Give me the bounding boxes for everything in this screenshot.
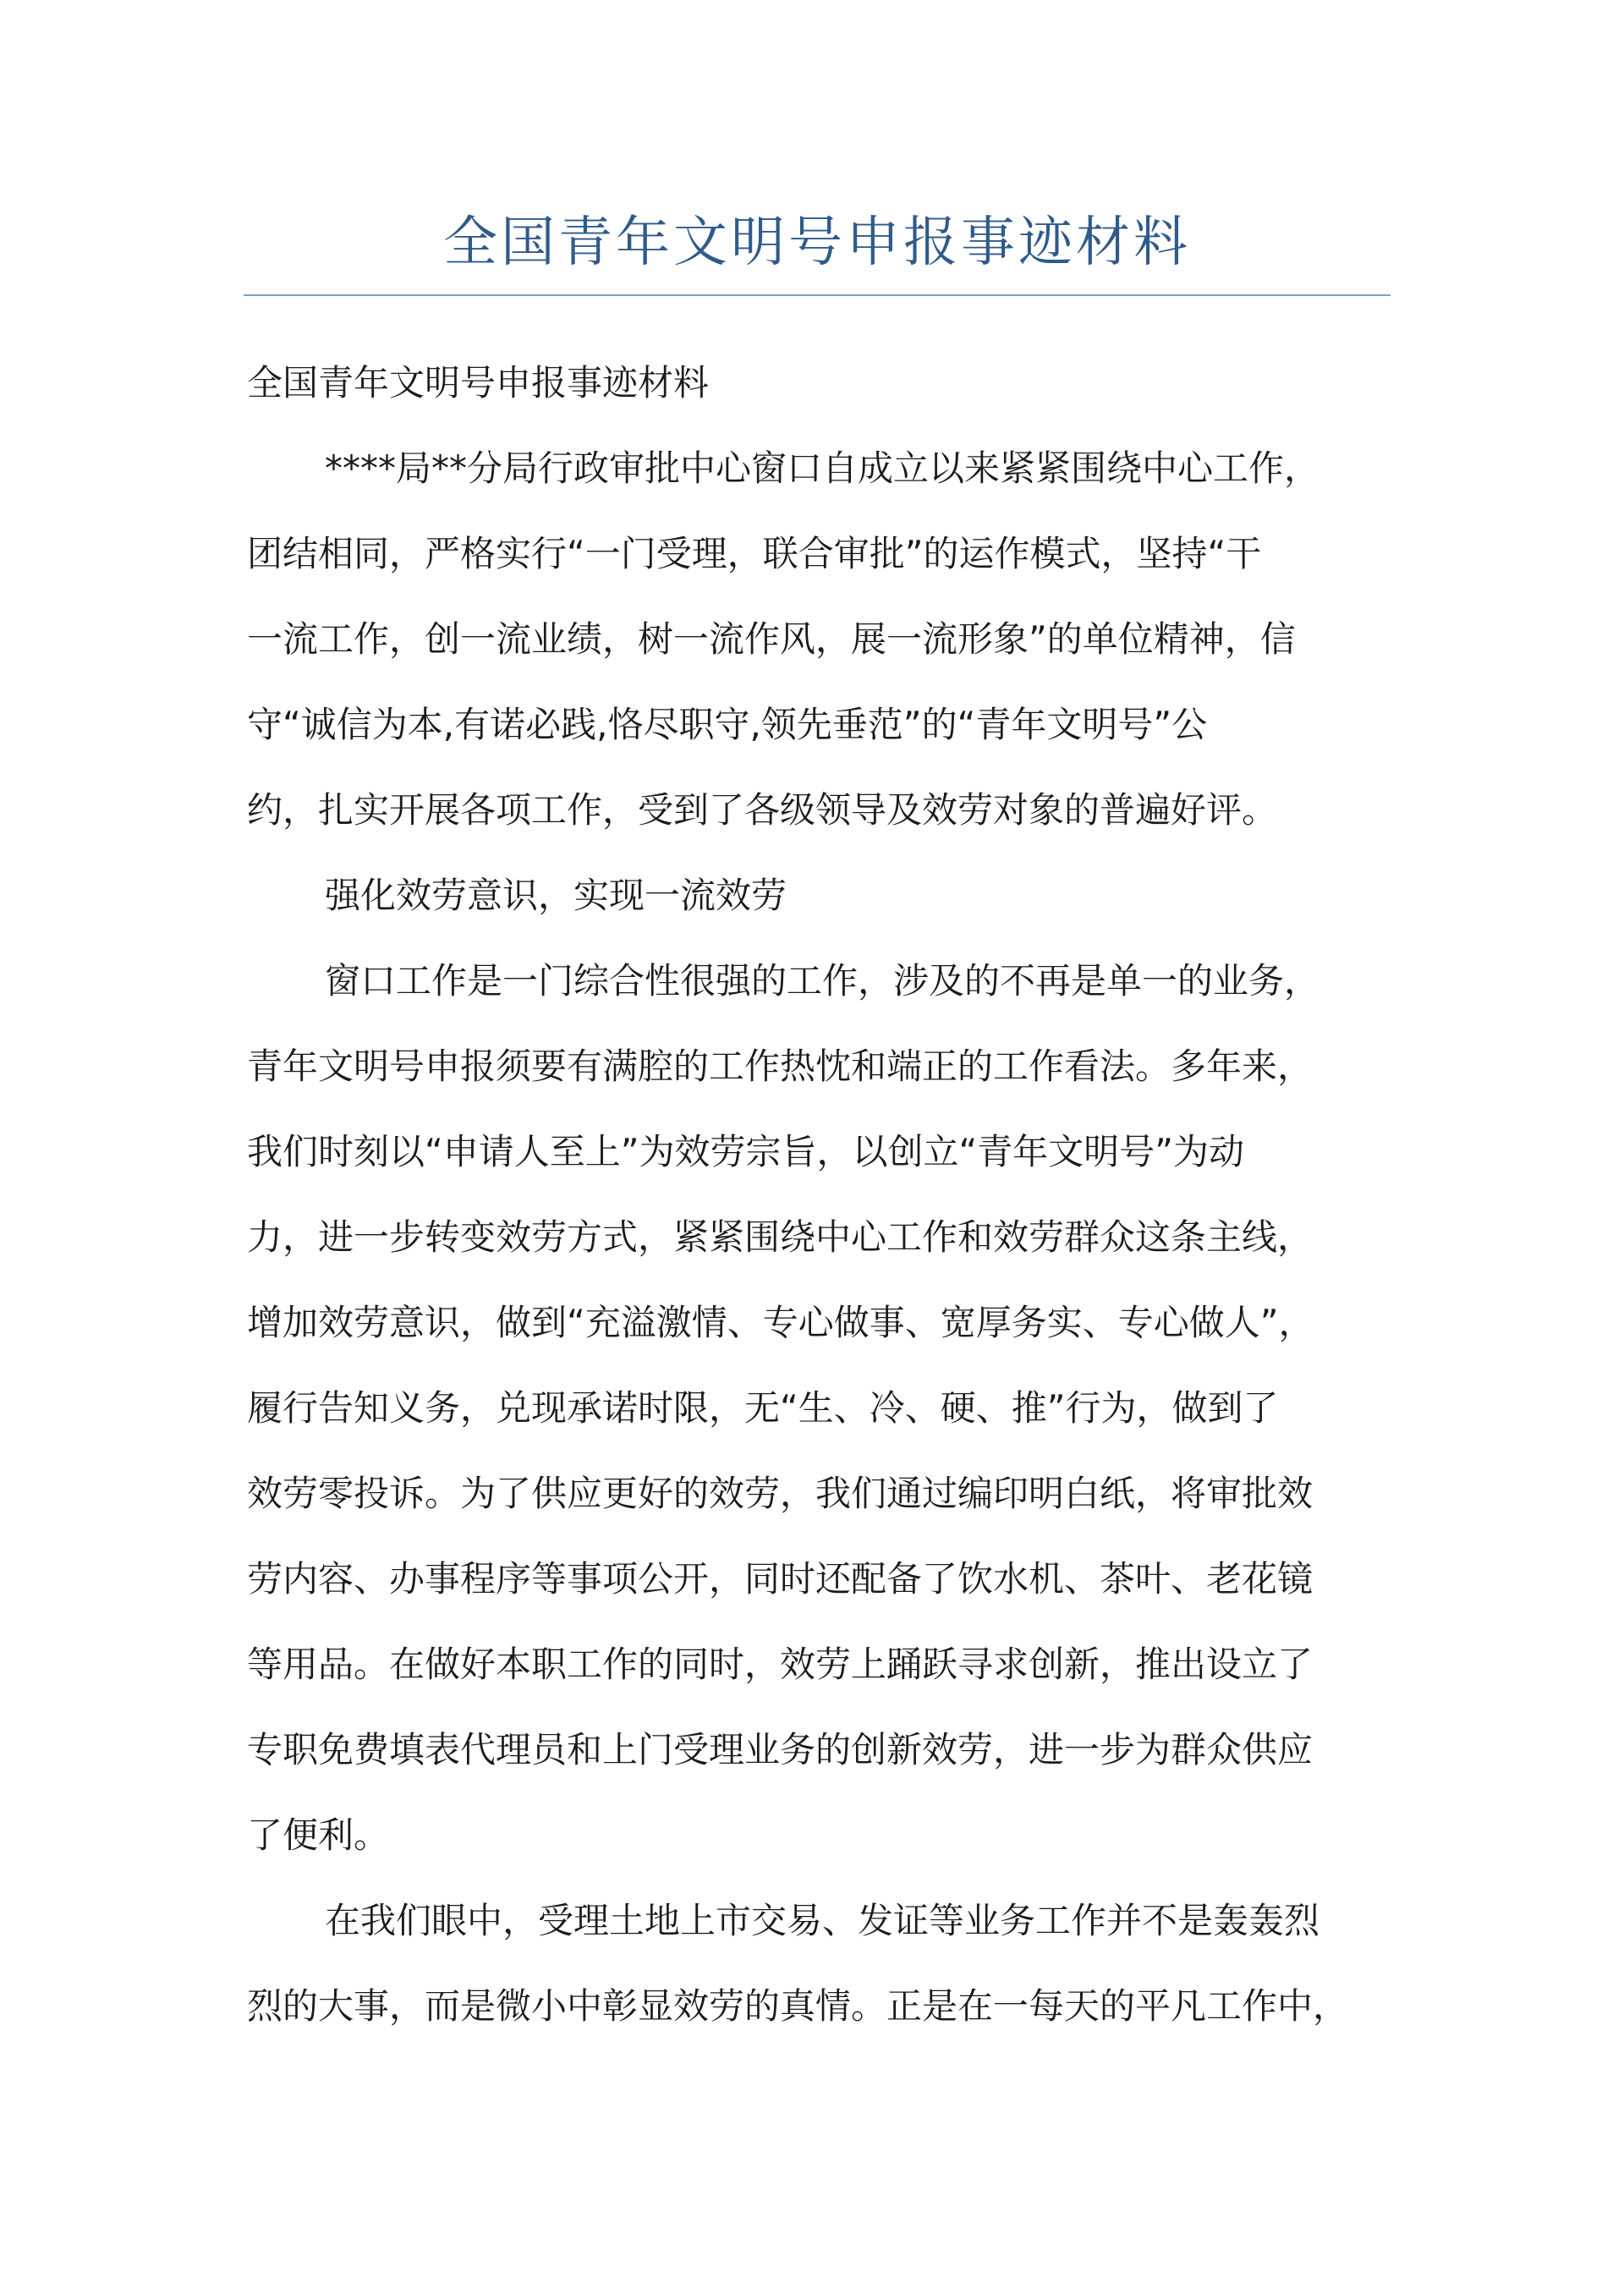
paragraph-line: 增加效劳意识，做到“充溢激情、专心做事、宽厚务实、专心做人”， — [247, 1302, 1314, 1343]
paragraph-line: 一流工作，创一流业绩，树一流作风，展一流形象”的单位精神，信 — [247, 618, 1296, 660]
section-heading-line: 强化效劳意识，实现一流效劳 — [325, 875, 787, 916]
paragraph-line: 效劳零投诉。为了供应更好的效劳，我们通过编印明白纸，将审批效 — [247, 1473, 1314, 1514]
body-subtitle-line: 全国青年文明号申报事迹材料 — [247, 362, 710, 403]
paragraph-line: 劳内容、办事程序等事项公开，同时还配备了饮水机、茶叶、老花镜 — [247, 1558, 1314, 1600]
paragraph-line: 团结相同，严格实行“一门受理，联合审批”的运作模式，坚持“干 — [247, 533, 1262, 574]
paragraph-line: 在我们眼中，受理土地上市交易、发证等业务工作并不是轰轰烈 — [325, 1900, 1320, 1941]
document-body — [247, 340, 1448, 2049]
paragraph-line: 专职免费填表代理员和上门受理业务的创新效劳，进一步为群众供应 — [247, 1729, 1314, 1770]
paragraph-line: 青年文明号申报须要有满腔的工作热忱和端正的工作看法。多年来， — [247, 1045, 1314, 1087]
paragraph-line: 我们时刻以“申请人至上”为效劳宗旨，以创立“青年文明号”为动 — [247, 1131, 1245, 1172]
paragraph-line: ****局**分局行政审批中心窗口自成立以来紧紧围绕中心工作， — [325, 447, 1320, 489]
document-title: 全国青年文明号申报事迹材料 — [443, 211, 1191, 274]
paragraph-line: 烈的大事，而是微小中彰显效劳的真情。正是在一每天的平凡工作中， — [247, 1985, 1349, 2027]
paragraph-line: 了便利。 — [247, 1814, 390, 1856]
paragraph-line: 窗口工作是一门综合性很强的工作，涉及的不再是单一的业务， — [325, 960, 1320, 1002]
paragraph-line: 守“诚信为本,有诺必践,恪尽职守,领先垂范”的“青年文明号”公 — [247, 704, 1208, 745]
paragraph-line: 等用品。在做好本职工作的同时，效劳上踊跃寻求创新，推出设立了 — [247, 1644, 1314, 1685]
title-underline — [244, 294, 1391, 296]
paragraph-line: 约，扎实开展各项工作，受到了各级领导及效劳对象的普遍好评。 — [247, 789, 1278, 831]
paragraph-line: 力，进一步转变效劳方式，紧紧围绕中心工作和效劳群众这条主线， — [247, 1216, 1314, 1258]
paragraph-line: 履行告知义务，兑现承诺时限，无“生、冷、硬、推”行为，做到了 — [247, 1387, 1279, 1429]
